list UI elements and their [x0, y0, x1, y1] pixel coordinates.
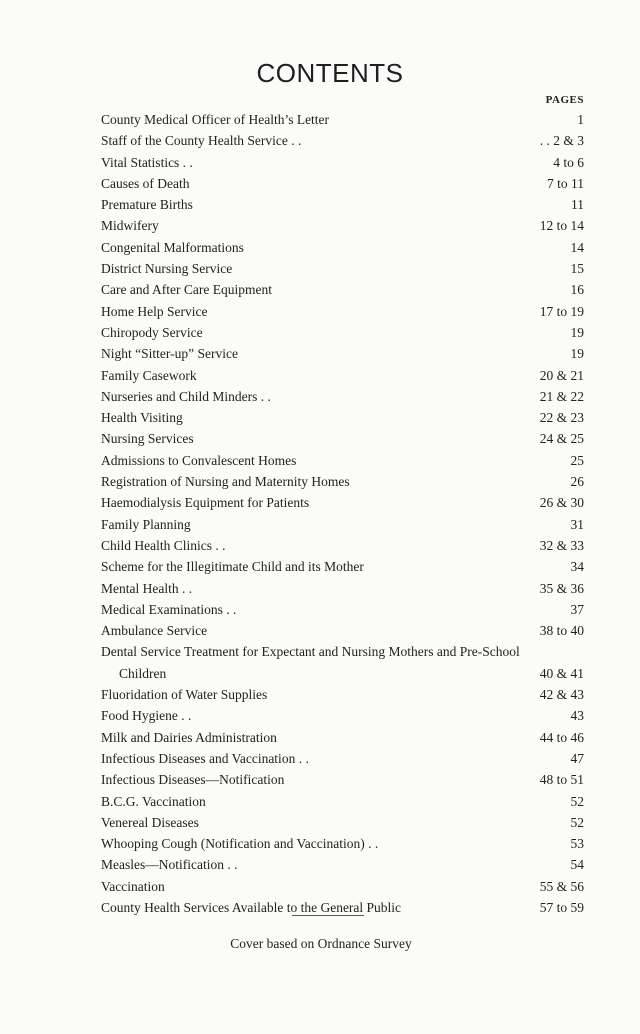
entry-page-number: . . 2 & 3 — [539, 133, 584, 149]
entry-title: Chiropody Service — [101, 324, 203, 340]
contents-entry — [101, 173, 584, 194]
entry-title: Congenital Malformations — [101, 239, 244, 255]
entry-page-number: 34 — [570, 559, 584, 575]
entry-title: Night “Sitter-up” Service — [101, 346, 238, 362]
contents-entry — [101, 769, 584, 790]
entry-title: Haemodialysis Equipment for Patients — [101, 495, 310, 511]
entry-title: Staff of the County Health Service . . — [101, 133, 302, 149]
entry-page-number: 55 & 56 — [539, 878, 584, 894]
contents-entry — [101, 705, 584, 726]
entry-title-continued: Children — [119, 665, 167, 681]
entry-page-number: 48 to 51 — [539, 772, 584, 788]
entry-title: Measles—Notification . . — [101, 857, 238, 873]
entry-title: Medical Examinations . . — [101, 601, 237, 617]
contents-entry — [101, 812, 584, 833]
contents-entry — [101, 876, 584, 897]
contents-entry — [101, 684, 584, 705]
contents-entry — [101, 578, 584, 599]
entry-page-number: 47 — [570, 750, 584, 766]
entry-page-number: 26 — [570, 474, 584, 490]
entry-page-number: 4 to 6 — [553, 154, 584, 170]
entry-page-number: 7 to 11 — [547, 175, 584, 191]
contents-entry — [101, 854, 584, 875]
entry-page-number: 57 to 59 — [539, 899, 584, 915]
entry-page-number: 37 — [570, 601, 584, 617]
entry-page-number: 16 — [570, 282, 584, 298]
contents-list — [101, 109, 584, 918]
entry-title: B.C.G. Vaccination — [101, 793, 206, 809]
entry-title: Fluoridation of Water Supplies — [101, 687, 268, 703]
entry-title: Care and After Care Equipment — [101, 282, 272, 298]
contents-entry — [101, 492, 584, 513]
entry-title: Family Planning — [101, 516, 191, 532]
entry-title: Registration of Nursing and Maternity Homes — [101, 474, 350, 490]
entry-page-number: 32 & 33 — [539, 537, 584, 553]
contents-entry — [101, 514, 584, 535]
entry-page-number: 12 to 14 — [539, 218, 584, 234]
entry-page-number: 11 — [571, 197, 584, 213]
contents-entry — [101, 599, 584, 620]
contents-entry — [101, 791, 584, 812]
entry-title: Milk and Dairies Administration — [101, 729, 277, 745]
contents-entry — [101, 279, 584, 300]
contents-entry — [101, 301, 584, 322]
entry-title: Nurseries and Child Minders . . — [101, 388, 271, 404]
entry-page-number: 15 — [570, 261, 584, 277]
entry-page-number: 35 & 36 — [539, 580, 584, 596]
contents-entry — [101, 152, 584, 173]
entry-title: Child Health Clinics . . — [101, 537, 226, 553]
entry-page-number: 26 & 30 — [539, 495, 584, 511]
contents-entry — [101, 833, 584, 854]
entry-page-number: 1 — [577, 112, 584, 127]
entry-title: Infectious Diseases and Vaccination . . — [101, 750, 309, 766]
contents-entry — [101, 130, 584, 151]
contents-entry — [101, 535, 584, 556]
entry-title: Causes of Death — [101, 175, 190, 191]
contents-entry — [101, 620, 584, 641]
entry-title: Scheme for the Illegitimate Child and its Mother — [101, 559, 364, 575]
entry-page-number: 22 & 23 — [539, 410, 584, 426]
entry-page-number: 54 — [570, 857, 584, 873]
entry-page-number: 44 to 46 — [539, 729, 584, 745]
entry-page-number: 43 — [570, 708, 584, 724]
contents-entry — [101, 641, 584, 684]
entry-title: District Nursing Service — [101, 261, 233, 277]
entry-title: Vital Statistics . . — [101, 154, 193, 170]
entry-page-number: 31 — [570, 516, 584, 532]
contents-entry — [101, 343, 584, 364]
entry-page-number: 53 — [570, 836, 584, 852]
entry-page-number: 19 — [570, 346, 584, 362]
contents-entry — [101, 471, 584, 492]
contents-entry — [101, 322, 584, 343]
entry-title: Food Hygiene . . — [101, 708, 192, 724]
entry-page-number: 25 — [570, 452, 584, 468]
entry-page-number: 40 & 41 — [539, 665, 584, 681]
entry-page-number: 21 & 22 — [539, 388, 584, 404]
entry-title: County Medical Officer of Health’s Letter — [101, 112, 330, 127]
pages-column-header: PAGES — [545, 94, 584, 106]
contents-entry — [101, 428, 584, 449]
entry-title: Premature Births — [101, 197, 193, 213]
entry-page-number: 19 — [570, 324, 584, 340]
entry-title: Nursing Services — [101, 431, 194, 447]
entry-page-number: 42 & 43 — [539, 687, 584, 703]
footer-note: Cover based on Ordnance Survey — [230, 936, 412, 951]
entry-title: Midwifery — [101, 218, 159, 234]
entry-title: Ambulance Service — [101, 623, 208, 639]
contents-entry — [101, 365, 584, 386]
entry-title: Home Help Service — [101, 303, 208, 319]
entry-title: Dental Service Treatment for Expectant and Nursing Mothers and Pre-School — [101, 644, 520, 660]
entry-title: Mental Health . . — [101, 580, 193, 596]
entry-page-number: 52 — [570, 814, 584, 830]
contents-entry — [101, 450, 584, 471]
page-title: CONTENTS — [256, 58, 404, 88]
contents-entry — [101, 386, 584, 407]
divider-rule — [292, 915, 364, 916]
entry-page-number: 17 to 19 — [539, 303, 584, 319]
contents-entry — [101, 407, 584, 428]
contents-entry — [101, 556, 584, 577]
entry-page-number: 52 — [570, 793, 584, 809]
contents-entry — [101, 109, 584, 130]
contents-entry — [101, 258, 584, 279]
contents-entry — [101, 727, 584, 748]
entry-page-number: 14 — [570, 239, 584, 255]
entry-title: Whooping Cough (Notification and Vaccination) . . — [101, 836, 379, 852]
entry-page-number: 38 to 40 — [539, 623, 584, 639]
entry-title: Venereal Diseases — [101, 814, 199, 830]
contents-entry — [101, 237, 584, 258]
contents-entry — [101, 215, 584, 236]
entry-title: Family Casework — [101, 367, 197, 383]
contents-entry — [101, 748, 584, 769]
entry-title: Infectious Diseases—Notification — [101, 772, 285, 788]
entry-title: County Health Services Available to the General Public — [101, 899, 402, 915]
entry-title: Vaccination — [101, 878, 165, 894]
entry-title: Admissions to Convalescent Homes — [101, 452, 297, 468]
entry-page-number: 24 & 25 — [539, 431, 584, 447]
contents-entry — [101, 194, 584, 215]
entry-page-number: 20 & 21 — [539, 367, 584, 383]
entry-title: Health Visiting — [101, 410, 183, 426]
